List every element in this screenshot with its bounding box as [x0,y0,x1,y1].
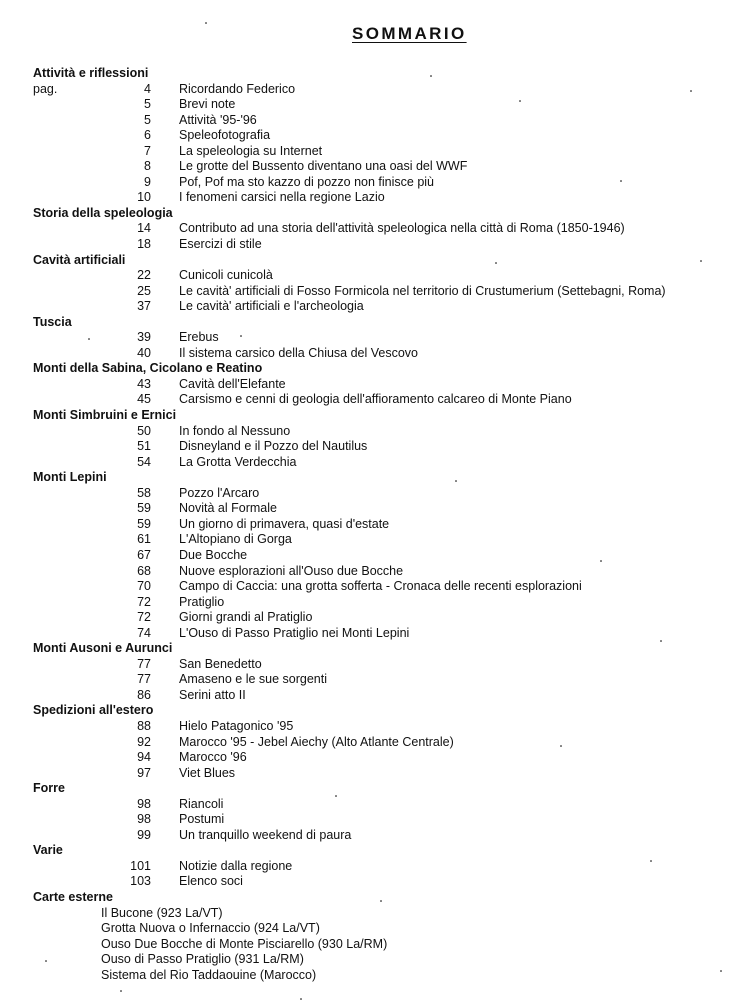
entry-title: Elenco soci [179,874,243,889]
toc-entry [0,175,737,191]
page-number: 61 [137,532,151,547]
toc-entry [0,672,737,688]
entry-title: L'Altopiano di Gorga [179,532,292,547]
entry-title: La speleologia su Internet [179,143,323,158]
entry-title: Disneyland e il Pozzo del Nautilus [179,439,368,454]
scan-speck [335,795,337,797]
entry-title: Il sistema carsico della Chiusa del Vescovo [179,345,419,360]
page-number: 45 [137,392,151,407]
toc-entry [0,766,737,782]
toc-entry [0,486,737,502]
page-number: 9 [144,174,151,189]
page-number: 14 [137,221,151,236]
toc-entry [0,610,737,626]
toc-entry [0,812,737,828]
external-map-entry [0,906,737,922]
scan-speck [690,90,692,92]
toc-entry [0,532,737,548]
toc-entry [0,268,737,284]
external-map-entry [0,968,737,984]
section-heading: Storia della speleologia [33,205,173,220]
entry-title: La Grotta Verdecchia [179,454,297,469]
map-title: Ouso di Passo Pratiglio (931 La/RM) [101,952,304,967]
table-of-contents [0,66,737,983]
scan-speck [455,480,457,482]
page-number: 97 [137,765,151,780]
entry-title: Erebus [179,330,219,345]
scan-speck [700,260,702,262]
page-number: 72 [137,594,151,609]
entry-title: Brevi note [179,97,236,112]
toc-entry [0,221,737,237]
page-number: 39 [137,330,151,345]
page-number: 94 [137,750,151,765]
page-number: 7 [144,143,151,158]
toc-entry [0,548,737,564]
toc-entry [0,346,737,362]
scan-speck [660,640,662,642]
toc-entry [0,237,737,253]
entry-title: L'Ouso di Passo Pratiglio nei Monti Lepini [179,625,410,640]
toc-entry [0,657,737,673]
entry-title: Nuove esplorazioni all'Ouso due Bocche [179,563,404,578]
section-heading: Forre [33,781,65,796]
toc-entry [0,424,737,440]
page-number: 18 [137,237,151,252]
entry-title: Marocco '96 [179,750,247,765]
entry-title: In fondo al Nessuno [179,423,291,438]
map-title: Il Bucone (923 La/VT) [101,905,223,920]
external-map-entry [0,937,737,953]
toc-entry [0,626,737,642]
section-heading: Varie [33,843,63,858]
scan-speck [380,900,382,902]
page-number: 4 [144,81,151,96]
toc-entry [0,735,737,751]
entry-title: Notizie dalla regione [179,858,293,873]
entry-title: Un giorno di primavera, quasi d'estate [179,516,390,531]
page-number: 51 [137,439,151,454]
toc-entry [0,564,737,580]
toc-entry [0,797,737,813]
entry-title: Speleofotografia [179,128,271,143]
section-heading: Monti Lepini [33,470,107,485]
page-number: 50 [137,423,151,438]
entry-title: Attività '95-'96 [179,112,257,127]
page-title: SOMMARIO [352,24,467,43]
entry-title: Giorni grandi al Pratiglio [179,610,313,625]
entry-title: Serini atto II [179,687,246,702]
page-number: 70 [137,579,151,594]
toc-entry [0,97,737,113]
scan-speck [650,860,652,862]
page-number: 98 [137,812,151,827]
toc-entry [0,439,737,455]
toc-entry [0,190,737,206]
page-number: 99 [137,827,151,842]
toc-entry [0,595,737,611]
toc-entry [0,517,737,533]
map-title: Grotta Nuova o Infernaccio (924 La/VT) [101,921,320,936]
scan-speck [88,338,90,340]
map-title: Sistema del Rio Taddaouine (Marocco) [101,967,317,982]
page-number: 88 [137,718,151,733]
entry-title: Un tranquillo weekend di paura [179,827,352,842]
page-number: 37 [137,299,151,314]
page-number: 5 [144,112,151,127]
scan-speck [120,990,122,992]
section-heading: Monti Ausoni e Aurunci [33,641,173,656]
toc-entry [0,501,737,517]
entry-title: Riancoli [179,796,224,811]
page-number: 6 [144,128,151,143]
toc-entry [0,82,737,98]
entry-title: Novità al Formale [179,501,277,516]
entry-title: San Benedetto [179,656,262,671]
entry-title: Cavità dell'Elefante [179,376,286,391]
entry-title: Cunicoli cunicolà [179,268,273,283]
section-heading: Attività e riflessioni [33,66,149,80]
toc-entry [0,828,737,844]
toc-entry [0,284,737,300]
toc-entry [0,113,737,129]
scan-speck [300,998,302,1000]
toc-entry [0,874,737,890]
page-number: 86 [137,687,151,702]
page-number: 77 [137,672,151,687]
page-number: 74 [137,625,151,640]
page-number: 77 [137,656,151,671]
entry-title: Marocco '95 - Jebel Aiechy (Alto Atlante Centrale) [179,734,454,749]
scan-speck [560,745,562,747]
page-number: 101 [130,858,151,873]
toc-entry [0,750,737,766]
page-number: 67 [137,547,151,562]
page-number: 98 [137,796,151,811]
toc-entry [0,579,737,595]
entry-title: Viet Blues [179,765,236,780]
scan-speck [430,75,432,77]
entry-title: Le grotte del Bussento diventano una oasi del WWF [179,159,468,174]
scan-speck [495,262,497,264]
entry-title: Le cavità' artificiali e l'archeologia [179,299,364,314]
external-map-entry [0,952,737,968]
toc-entry [0,159,737,175]
scan-speck [205,22,207,24]
toc-entry [0,299,737,315]
entry-title: Amaseno e le sue sorgenti [179,672,328,687]
section-heading: Tuscia [33,314,72,329]
page-number: 43 [137,376,151,391]
toc-entry [0,688,737,704]
section-heading: Spedizioni all'estero [33,703,154,718]
page-number: 103 [130,874,151,889]
scan-speck [600,560,602,562]
map-title: Ouso Due Bocche di Monte Pisciarello (930 La/RM) [101,936,388,951]
scan-speck [620,180,622,182]
entry-title: Due Bocche [179,547,248,562]
pag-label: pag. [33,81,58,96]
toc-entry [0,144,737,160]
section-heading: Monti della Sabina, Cicolano e Reatino [33,361,263,376]
entry-title: Ricordando Federico [179,81,296,96]
section-heading: Carte esterne [33,889,113,904]
page-number: 8 [144,159,151,174]
scan-speck [720,970,722,972]
scan-speck [519,100,521,102]
entry-title: Postumi [179,812,225,827]
page-number: 59 [137,501,151,516]
page-number: 58 [137,485,151,500]
page-number: 92 [137,734,151,749]
section-heading: Monti Simbruini e Ernici [33,408,177,423]
page-number: 5 [144,97,151,112]
scan-speck [240,335,242,337]
entry-title: Le cavità' artificiali di Fosso Formicola nel territorio di Crustumerium (Settebagni, Roma) [179,283,666,298]
entry-title: Pof, Pof ma sto kazzo di pozzo non finisce più [179,174,434,189]
entry-title: Esercizi di stile [179,237,262,252]
page-number: 72 [137,610,151,625]
toc-entry [0,377,737,393]
page-number: 22 [137,268,151,283]
page-number: 10 [137,190,151,205]
toc-entry [0,455,737,471]
page-number: 68 [137,563,151,578]
page-number: 54 [137,454,151,469]
toc-entry [0,330,737,346]
section-heading: Cavità artificiali [33,252,126,267]
entry-title: I fenomeni carsici nella regione Lazio [179,190,385,205]
toc-entry [0,719,737,735]
entry-title: Contributo ad una storia dell'attività speleologica nella città di Roma (1850-1946) [179,221,625,236]
page-number: 25 [137,283,151,298]
entry-title: Pozzo l'Arcaro [179,485,260,500]
page-number: 59 [137,516,151,531]
entry-title: Hielo Patagonico '95 [179,718,294,733]
external-map-entry [0,921,737,937]
toc-entry [0,859,737,875]
entry-title: Pratiglio [179,594,225,609]
toc-entry [0,128,737,144]
scan-speck [45,960,47,962]
entry-title: Campo di Caccia: una grotta sofferta - Cronaca delle recenti esplorazioni [179,579,582,594]
page-number: 40 [137,345,151,360]
entry-title: Carsismo e cenni di geologia dell'affioramento calcareo di Monte Piano [179,392,572,407]
toc-entry [0,392,737,408]
